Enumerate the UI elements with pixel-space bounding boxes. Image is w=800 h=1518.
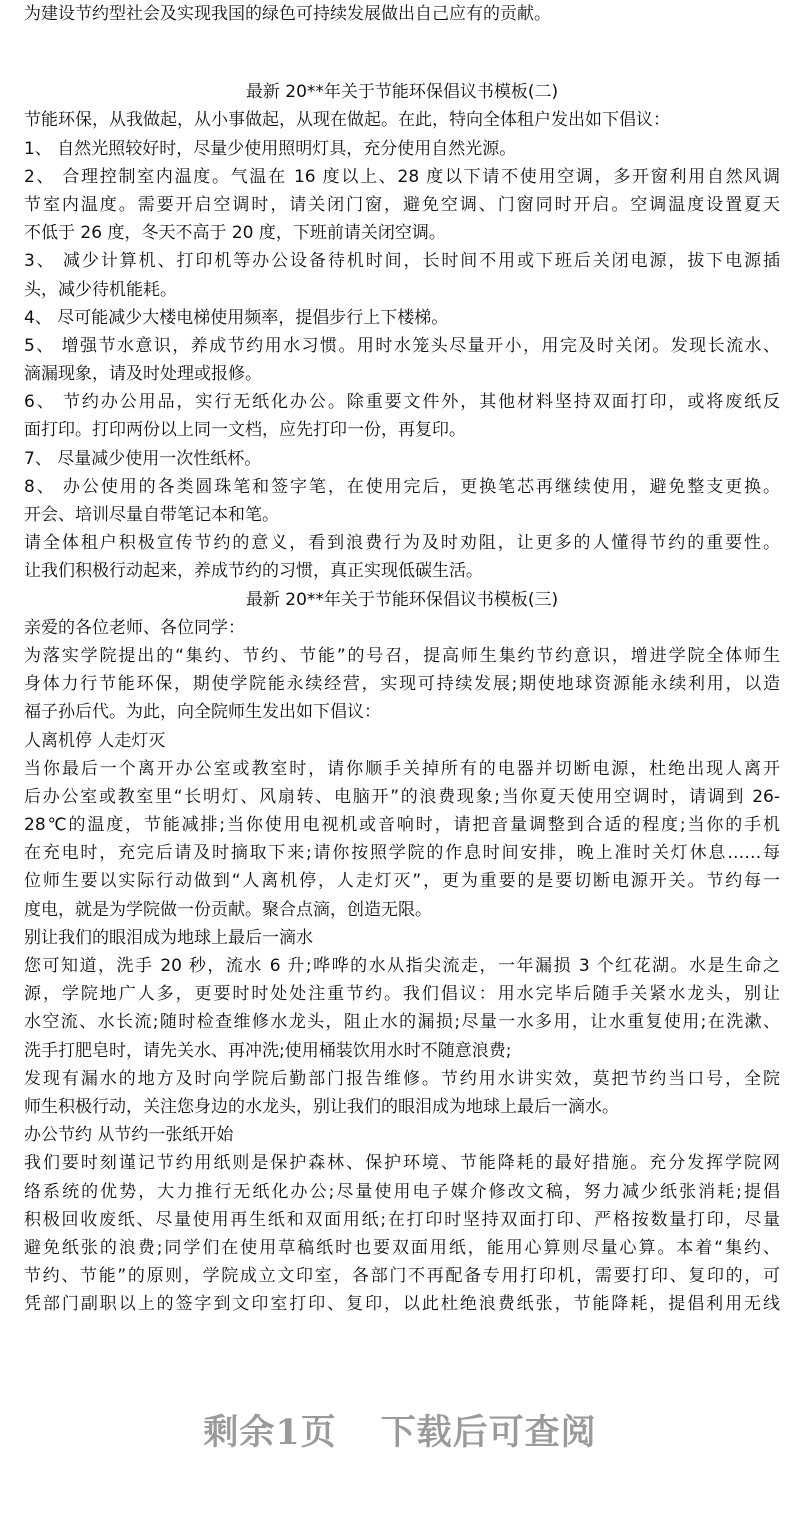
s3-line: 积极回收废纸、尽量使用再生纸和双面用纸;在打印时坚持双面打印、严格按数量打印，尽量 [24,1209,780,1230]
s3-line: 师生积极行动，关注您身边的水龙头，别让我们的眼泪成为地球上最后一滴水。 [24,1096,619,1117]
s3-line: 后办公室或教室里“长明灯、风扇转、电脑开”的浪费现象;当你夏天使用空调时，请调到 26- [24,786,780,807]
s3-line: 络系统的优势，大力推行无纸化办公;尽量使用电子媒介修改文稿，努力减少纸张消耗;提倡 [24,1181,780,1202]
s3-subheading: 别让我们的眼泪成为地球上最后一滴水 [24,927,313,948]
s3-line: 洗手打肥皂时，请先关水、再冲洗;使用桶装饮用水时不随意浪费; [24,1040,512,1061]
s3-line: 亲爱的各位老师、各位同学： [24,617,245,638]
s3-line: 您可知道，洗手 20 秒，流水 6 升;哗哗的水从指尖流走，一年漏损 3 个红花湖。水是生命之 [24,956,780,976]
section-3-title: 最新 20**年关于节能环保倡议书模板(三) [245,589,559,610]
download-prompt[interactable] [0,1405,800,1455]
s3-line: 为落实学院提出的“集约、节约、节能”的号召，提高师生集约节约意识，增进学院全体师生 [24,645,780,666]
s3-line: 水空流、水长流;随时检查维修水龙头，阻止水的漏损;尽量一水多用，让水重复使用;在洗漱、 [24,1012,780,1033]
s2-line: 让我们积极行动起来，养成节约的习惯，真正实现低碳生活。 [24,561,483,582]
s2-line: 4、 尽可能减少大楼电梯使用频率，提倡步行上下楼梯。 [24,307,449,328]
section-2-title: 最新 20**年关于节能环保倡议书模板(二) [245,82,559,103]
download-to-view-label: 下载后可查阅 [380,1412,597,1453]
s3-line: 我们要时刻谨记节约用纸则是保护森林、保护环境、节能降耗的最好措施。充分发挥学院网 [24,1153,780,1174]
section-2 [24,78,780,585]
s2-line: 滴漏现象，请及时处理或报修。 [24,364,262,385]
s2-line: 7、 尽量减少使用一次性纸杯。 [24,448,262,469]
s2-line: 5、 增强节水意识，养成节约用水习惯。用时水笼头尽量开小，用完及时关闭。发现长流水、 [24,335,780,356]
s3-line: 凭部门副职以上的签字到文印室打印、复印，以此杜绝浪费纸张，节能降耗，提倡利用无线 [24,1294,780,1315]
remaining-pages-label: 剩余1页 [203,1412,337,1453]
s2-line: 头，减少待机能耗。 [24,279,177,300]
s3-line: 在充电时，充完后请及时摘取下来;请你按照学院的作息时间安排，晚上准时关灯休息……每 [24,843,780,864]
s2-line: 节室内温度。需要开启空调时，请关闭门窗，避免空调、门窗同时开启。空调温度设置夏天 [24,194,780,215]
s3-line: 身体力行节能环保，期使学院能永续经营，实现可持续发展;期使地球资源能永续利用，以造 [24,674,780,695]
document-body [24,0,780,1318]
s2-line: 面打印。打印两份以上同一文档，应先打印一份，再复印。 [24,420,466,441]
s3-line: 位师生要以实际行动做到“人离机停，人走灯灭”，更为重要的是要切断电源开关。节约每一 [24,871,780,892]
s3-line: 源，学院地广人多，更要时时处处注重节约。我们倡议：用水完毕后随手关紧水龙头，别让 [24,984,780,1005]
s3-subheading: 人离机停 人走灯灭 [24,730,166,751]
s3-line: 福子孙后代。为此，向全院师生发出如下倡议： [24,702,381,723]
s2-line: 6、 节约办公用品，实行无纸化办公。除重要文件外，其他材料坚持双面打印，或将废纸反 [24,392,780,413]
intro-tail-line: 为建设节约型社会及实现我国的绿色可持续发展做出自己应有的贡献。 [24,4,551,24]
s3-line: 避免纸张的浪费;同学们在使用草稿纸时也要双面用纸，能用心算则尽量心算。本着“集约、 [24,1237,780,1258]
s2-line: 1、 自然光照较好时，尽量少使用照明灯具，充分使用自然光源。 [24,138,517,159]
s3-line: 度电，就是为学院做一份贡献。聚合点滴，创造无限。 [24,899,432,920]
s2-line: 8、 办公使用的各类圆珠笔和签字笔，在使用完后，更换笔芯再继续使用，避免整支更换。 [24,476,780,497]
s2-line: 3、 减少计算机、打印机等办公设备待机时间，长时间不用或下班后关闭电源，拔下电源插 [24,251,780,272]
s3-subheading: 办公节约 从节约一张纸开始 [24,1125,234,1146]
s2-line: 不低于 26 度，冬天不高于 20 度，下班前请关闭空调。 [24,223,446,244]
s3-line: 28℃的温度，节能减排;当你使用电视机或音响时，请把音量调整到合适的程度;当你的手机 [24,815,780,836]
s3-line: 发现有漏水的地方及时向学院后勤部门报告维修。节约用水讲实效，莫把节约当口号，全院 [24,1068,780,1089]
s2-line: 请全体租户积极宣传节约的意义，看到浪费行为及时劝阻，让更多的人懂得节约的重要性。 [24,533,780,554]
s2-line: 2、 合理控制室内温度。气温在 16 度以上、28 度以下请不使用空调，多开窗利用自然风调 [24,166,780,187]
s3-line: 节约、节能”的原则，学院成立文印室，各部门不再配备专用打印机，需要打印、复印的，可 [24,1266,780,1287]
s2-line: 开会、培训尽量自带笔记本和笔。 [24,505,279,525]
section-gap [24,28,780,78]
s2-line: 节能环保，从我做起，从小事做起，从现在做起。在此，特向全体租户发出如下倡议： [24,110,670,131]
s3-line: 当你最后一个离开办公室或教室时，请你顺手关掉所有的电器并切断电源，杜绝出现人离开 [24,758,780,779]
section-3 [24,586,780,1319]
